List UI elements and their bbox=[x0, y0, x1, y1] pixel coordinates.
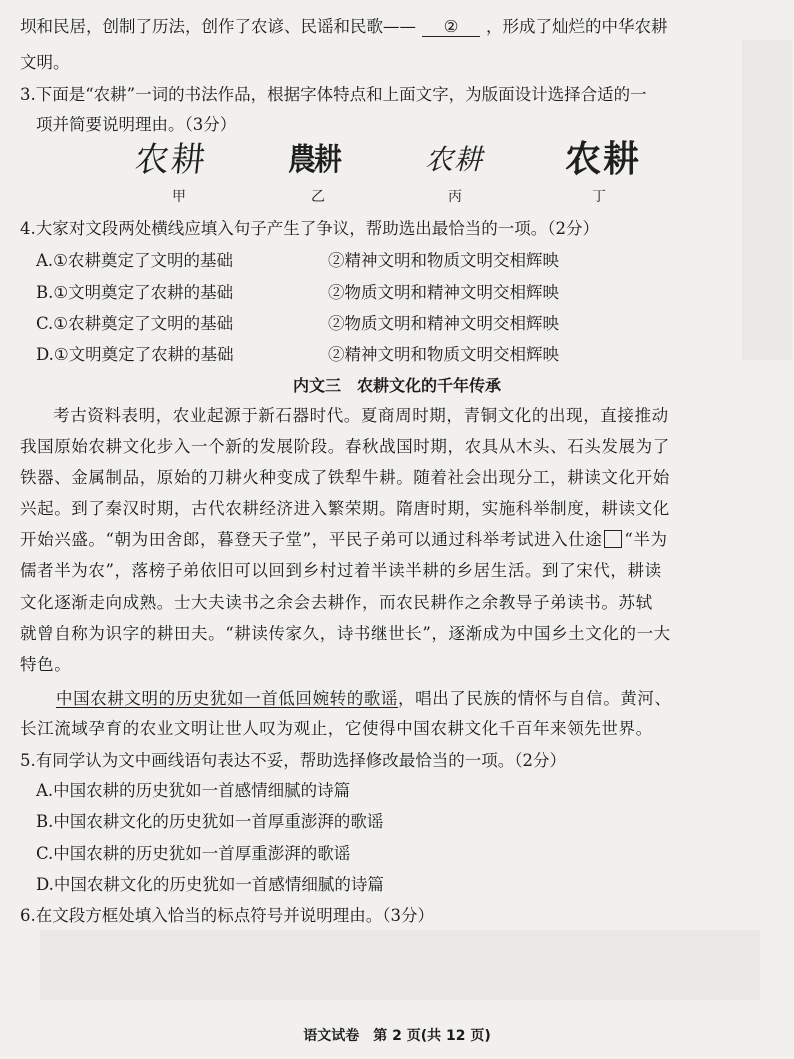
passage-line: 考古资料表明，农业起源于新石器时代。夏商周时期，青铜文化的出现，直接推动 bbox=[36, 406, 669, 425]
question-5-option-b: B.中国农耕文化的历史犹如一首厚重澎湃的歌谣 bbox=[36, 812, 384, 831]
question-3-stem-cont: 项并简要说明理由。（3分） bbox=[36, 115, 237, 134]
text-line: 文明。 bbox=[20, 53, 70, 72]
section-title: 内文三 农耕文化的千年传承 bbox=[292, 376, 501, 395]
calligraphy-row bbox=[0, 138, 794, 188]
question-5-option-c: C.中国农耕的历史犹如一首厚重澎湃的歌谣 bbox=[36, 844, 351, 863]
text-fragment: 开始兴盛。“朝为田舍郎，暮登天子堂”，平民子弟可以通过科举考试进入仕途 bbox=[20, 530, 603, 549]
passage-line: 兴起。到了秦汉时期，古代农耕经济进入繁荣期。隋唐时期，实施科举制度，耕读文化 bbox=[20, 499, 670, 518]
blank-2: ② bbox=[422, 18, 480, 37]
question-4-stem: 4.大家对文段两处横线应填入句子产生了争议，帮助选出最恰当的一项。（2分） bbox=[20, 219, 599, 238]
text-fragment: 坝和民居，创制了历法，创作了农谚、民谣和民歌—— bbox=[20, 17, 416, 36]
question-4-option-c: C.①农耕奠定了文明的基础 bbox=[36, 314, 234, 333]
passage-line: 就曾自称为识字的耕田夫。“耕读传家久，诗书继世长”，逐渐成为中国乡土文化的一大 bbox=[20, 624, 671, 643]
text-fragment: ，唱出了民族的情怀与自信。黄河、 bbox=[398, 689, 672, 708]
punctuation-box bbox=[604, 530, 622, 548]
passage-line: 长江流域孕育的农业文明让世人叹为观止，它使得中国农耕文化千百年来领先世界。 bbox=[20, 719, 653, 738]
calligraphy-label: 丙 bbox=[448, 189, 462, 205]
calligraphy-bing: 农耕 bbox=[425, 143, 484, 176]
question-6-stem: 6.在文段方框处填入恰当的标点符号并说明理由。（3分） bbox=[20, 906, 434, 925]
question-4-option-d: D.①文明奠定了农耕的基础 bbox=[36, 345, 234, 364]
passage-line bbox=[56, 688, 672, 710]
question-4-option-d-part2: ②精神文明和物质文明交相辉映 bbox=[328, 345, 559, 364]
calligraphy-label: 丁 bbox=[592, 189, 606, 205]
question-3-stem: 3.下面是“农耕”一词的书法作品，根据字体特点和上面文字，为版面设计选择合适的一 bbox=[20, 85, 647, 104]
text-fragment: “半为 bbox=[624, 530, 668, 549]
bleed-through-mark bbox=[742, 40, 792, 360]
question-5-option-d: D.中国农耕文化的历史犹如一首感情细腻的诗篇 bbox=[36, 875, 384, 894]
calligraphy-label: 乙 bbox=[311, 189, 325, 205]
text-fragment: ，形成了灿烂的中华农耕 bbox=[486, 17, 668, 36]
passage-line: 文化逐渐走向成熟。士大夫读书之余会去耕作，而农民耕作之余教导子弟读书。苏轼 bbox=[20, 593, 653, 612]
calligraphy-jia: 农耕 bbox=[132, 140, 210, 180]
question-4-option-b-part2: ②物质文明和精神文明交相辉映 bbox=[328, 283, 559, 302]
passage-line: 铁器、金属制品，原始的刀耕火种变成了铁犁牛耕。随着社会出现分工，耕读文化开始 bbox=[20, 468, 670, 487]
page-footer: 语文试卷 第 2 页(共 12 页) bbox=[303, 1028, 491, 1044]
passage-line bbox=[20, 529, 668, 551]
question-5-stem: 5.有同学认为文中画线语句表达不妥，帮助选择修改最恰当的一项。（2分） bbox=[20, 751, 566, 770]
calligraphy-label: 甲 bbox=[172, 189, 186, 205]
question-4-option-c-part2: ②物质文明和精神文明交相辉映 bbox=[328, 314, 559, 333]
bleed-through-mark bbox=[40, 930, 760, 1000]
underlined-sentence: 中国农耕文明的历史犹如一首低回婉转的歌谣 bbox=[56, 689, 398, 708]
question-4-option-a-part2: ②精神文明和物质文明交相辉映 bbox=[328, 251, 559, 270]
question-5-option-a: A.中国农耕的历史犹如一首感情细腻的诗篇 bbox=[36, 781, 351, 800]
calligraphy-ding: 农耕 bbox=[565, 139, 642, 180]
question-4-option-a: A.①农耕奠定了文明的基础 bbox=[36, 251, 233, 270]
passage-line: 我国原始农耕文化步入一个新的发展阶段。春秋战国时期，农具从木头、石头发展为了 bbox=[20, 437, 670, 456]
calligraphy-yi: 農耕 bbox=[288, 141, 341, 178]
text-line bbox=[20, 16, 668, 38]
passage-line: 儒者半为农”，落榜子弟依旧可以回到乡村过着半读半耕的乡居生活。到了宋代，耕读 bbox=[20, 561, 662, 580]
question-4-option-b: B.①文明奠定了农耕的基础 bbox=[36, 283, 234, 302]
passage-line: 特色。 bbox=[20, 655, 72, 674]
